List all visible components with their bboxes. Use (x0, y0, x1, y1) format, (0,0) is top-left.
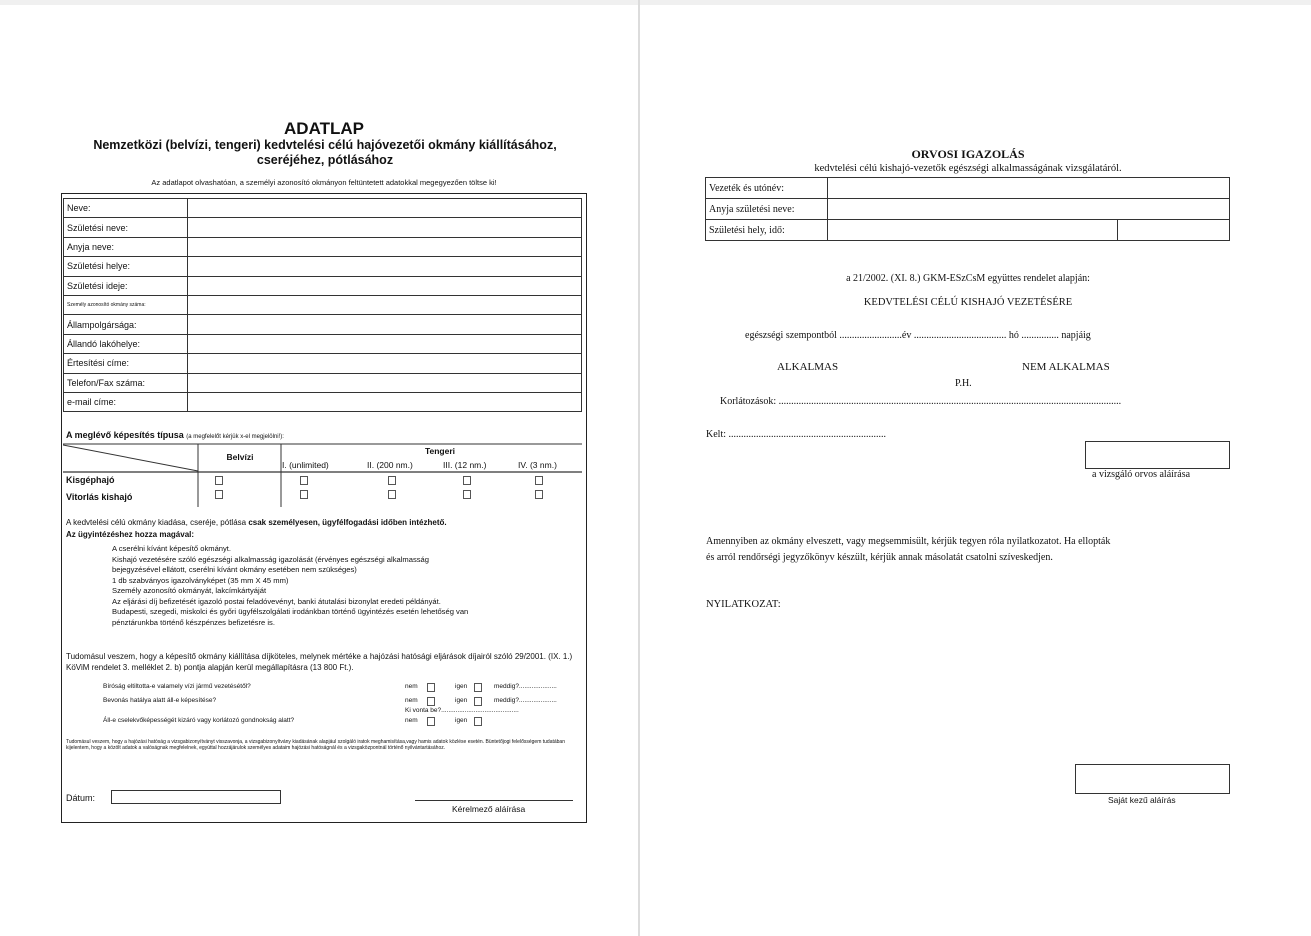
checkbox[interactable] (474, 683, 482, 692)
field-label: Állampolgársága: (64, 315, 188, 334)
checkbox[interactable] (474, 697, 482, 706)
field-value[interactable] (828, 178, 1230, 199)
nem-label: nem (405, 683, 418, 690)
lost-document-note: Amennyiben az okmány elveszett, vagy megsemmisült, kérjük tegyen róla nyilatkozatot. Ha ellopták és arról rendőrségi jegyzőkönyv készült, kérjük annak másolatát csatolni szíveskedjen. (706, 536, 1111, 563)
field-value[interactable] (188, 334, 582, 353)
datum-field[interactable] (111, 790, 281, 804)
field-label: Születési ideje: (64, 276, 188, 295)
checkbox[interactable] (215, 490, 223, 499)
field-label: e-mail címe: (64, 392, 188, 411)
checkbox[interactable] (474, 717, 482, 726)
field-label: Neve: (64, 199, 188, 218)
question-3: Áll-e cselekvőképességét kizáró vagy korlátozó gondnokság alatt? (103, 717, 295, 724)
checkbox[interactable] (427, 697, 435, 706)
field-value[interactable] (188, 392, 582, 411)
note-emphasis: csak személyesen, ügyfélfogadási időben intézhető. (248, 518, 447, 527)
bring-item: A cserélni kívánt képesítő okmányt. (112, 544, 232, 553)
igen-label: igen (455, 683, 468, 690)
adatlap-title: ADATLAP (284, 119, 364, 138)
checkbox[interactable] (535, 490, 543, 499)
nem-label: nem (405, 717, 418, 724)
field-label: Anyja neve: (64, 237, 188, 256)
field-value[interactable] (828, 220, 1118, 241)
checkbox[interactable] (463, 476, 471, 485)
field-value[interactable] (188, 218, 582, 237)
health-validity-line: egészségi szempontból .........................év ..................................... hó ............... napjáig (745, 330, 1091, 341)
bring-item: Budapesti, szegedi, miskolci és győri ügyfélszolgálati irodánkban történő ügyintézés esetén lehetőség van (112, 607, 469, 616)
note-text: A kedvtelési célú okmány kiadása, cseréje, pótlása (66, 518, 249, 527)
ki-vonta-label: Ki vonta be?........................................... (405, 707, 519, 714)
field-label: Személy azonosító okmány száma: (64, 295, 188, 314)
personal-data-table (63, 198, 582, 412)
igen-label: igen (455, 717, 468, 724)
field-value[interactable] (188, 257, 582, 276)
row-kisgephajo: Kisgéphajó (66, 475, 115, 485)
question-2: Bevonás hatálya alatt áll-e képesítése? (103, 697, 217, 704)
col-tengeri-3: III. (12 nm.) (443, 460, 487, 470)
medical-data-table (705, 177, 1230, 241)
field-label: Értesítési címe: (64, 354, 188, 373)
igen-label: igen (455, 697, 468, 704)
own-signature-box[interactable] (1075, 764, 1230, 794)
qualification-heading: A meglévő képesítés típusa (66, 430, 184, 440)
col-tengeri: Tengeri (424, 446, 456, 456)
bring-item: Személy azonosító okmányát, lakcímkártyáját (112, 586, 267, 595)
bring-item: Kishajó vezetésére szóló egészségi alkalmasság igazolását (érvényes egészségi alkalmasság (112, 554, 429, 564)
bring-list (112, 544, 582, 628)
checkbox[interactable] (300, 476, 308, 485)
field-value[interactable] (188, 199, 582, 218)
medical-subtitle: kedvtelési célú kishajó-vezetők egészségi alkalmasságának vizsgálatáról. (814, 163, 1122, 174)
field-value[interactable] (828, 199, 1230, 220)
own-signature-label: Saját kezű aláírás (1108, 795, 1176, 805)
field-label: Vezeték és utónév: (706, 178, 828, 199)
field-label: Állandó lakóhelye: (64, 334, 188, 353)
checkbox[interactable] (427, 683, 435, 692)
meddig-label: meddig?..................... (494, 683, 557, 690)
bring-item: Az eljárási díj befizetését igazoló postai feladóvevényt, banki átutalási bizonylat eredeti példányát. (112, 596, 441, 606)
bring-title: Az ügyintézéshez hozza magával: (66, 530, 195, 539)
field-value[interactable] (188, 295, 582, 314)
checkbox[interactable] (388, 490, 396, 499)
question-1: Bíróság eltiltotta-e valamely vízi jármű vezetésétől? (103, 683, 251, 690)
field-label: Anyja születési neve: (706, 199, 828, 220)
applicant-signature-label: Kérelmező aláírása (452, 804, 526, 814)
meddig-label: meddig?..................... (494, 697, 557, 704)
datum-label: Dátum: (66, 793, 96, 803)
field-label: Telefon/Fax száma: (64, 373, 188, 392)
field-label: Születési hely, idő: (706, 220, 828, 241)
col-belvizi: Belvízi (226, 452, 254, 462)
qualification-note: (a megfelelőt kérjük x-el megjelölni!): (186, 434, 284, 440)
korlatozasok-line: Korlátozások: ......................................................................................................................................... (720, 396, 1122, 407)
nem-label: nem (405, 697, 418, 704)
field-value[interactable] (188, 373, 582, 392)
field-label: Születési neve: (64, 218, 188, 237)
field-value[interactable] (1118, 220, 1230, 241)
col-tengeri-1: I. (unlimited) (282, 460, 329, 470)
qualification-title (66, 430, 284, 440)
page-divider (638, 0, 640, 936)
purpose-text: KEDVTELÉSI CÉLÚ KISHAJÓ VEZETÉSÉRE (863, 297, 1073, 308)
field-value[interactable] (188, 276, 582, 295)
bring-item: 1 db szabványos igazolványképet (35 mm X 45 mm) (112, 575, 289, 585)
checkbox[interactable] (388, 476, 396, 485)
nem-alkalmas-option[interactable]: NEM ALKALMAS (1022, 361, 1110, 373)
declaration-fine-print: Tudomásul veszem, hogy a hajózási hatóság a vizsgabizonyítványt visszavonja, a vizsgabizonyítvány kiadásának alapjául szolgáló iratok meghamisítása,vagy hamis adatok közlése esetén. Büntetőjogi felelősségem tudatában kijelentem, hogy a közölt adatok a valóságnak megfelelnek, egyúttal hozzájárulok személyes adataim hajózási hatóságnál és a vizsgaközpontnál történő nyilvántartásához. (66, 739, 565, 751)
regulation-text: a 21/2002. (XI. 8.) GKM-ESzCsM együttes rendelet alapján: (846, 273, 1090, 284)
checkbox[interactable] (535, 476, 543, 485)
bring-item: pénztárunkba történő készpénzes befizetésre is. (112, 617, 275, 627)
field-value[interactable] (188, 315, 582, 334)
qualification-grid (63, 443, 582, 509)
fee-note: Tudomásul veszem, hogy a képesítő okmány kiállítása díjköteles, melynek mértéke a hajózási hatósági eljárások díjairól szóló 29/2001. (IX. 1.) KöViM rendelet 3. melléklet 2. b) pontja alapján kerül megállapításra (13 800 Ft.). (66, 652, 573, 672)
checkbox[interactable] (427, 717, 435, 726)
field-label: Születési helye: (64, 257, 188, 276)
col-tengeri-4: IV. (3 nm.) (518, 460, 557, 470)
personal-only-note (66, 518, 582, 529)
doctor-signature-label: a vizsgáló orvos aláírása (1092, 469, 1191, 480)
ph-stamp-label: P.H. (955, 378, 972, 389)
field-value[interactable] (188, 237, 582, 256)
checkbox[interactable] (215, 476, 223, 485)
row-vitorlas: Vitorlás kishajó (66, 492, 133, 502)
adatlap-subtitle: Nemzetközi (belvízi, tengeri) kedvtelési célú hajóvezetői okmány kiállításához, cseréjéhez, pótlásához (93, 138, 557, 167)
kelt-line: Kelt: ............................................................... (706, 429, 886, 440)
checkbox[interactable] (300, 490, 308, 499)
field-value[interactable] (188, 354, 582, 373)
alkalmas-option[interactable]: ALKALMAS (777, 361, 839, 373)
medical-title: ORVOSI IGAZOLÁS (911, 147, 1025, 161)
viewer-top-edge (0, 0, 1311, 5)
doctor-signature-box[interactable] (1085, 441, 1230, 469)
nyilatkozat-heading: NYILATKOZAT: (706, 599, 781, 610)
bring-item: bejegyzésével ellátott, cserélni kívánt okmány esetében nem szükséges) (112, 565, 357, 574)
checkbox[interactable] (463, 490, 471, 499)
col-tengeri-2: II. (200 nm.) (367, 460, 413, 470)
adatlap-instruction: Az adatlapot olvashatóan, a személyi azonosító okmányon feltüntetett adatokkal megegyezően töltse ki! (151, 178, 497, 187)
signature-line (415, 800, 573, 801)
